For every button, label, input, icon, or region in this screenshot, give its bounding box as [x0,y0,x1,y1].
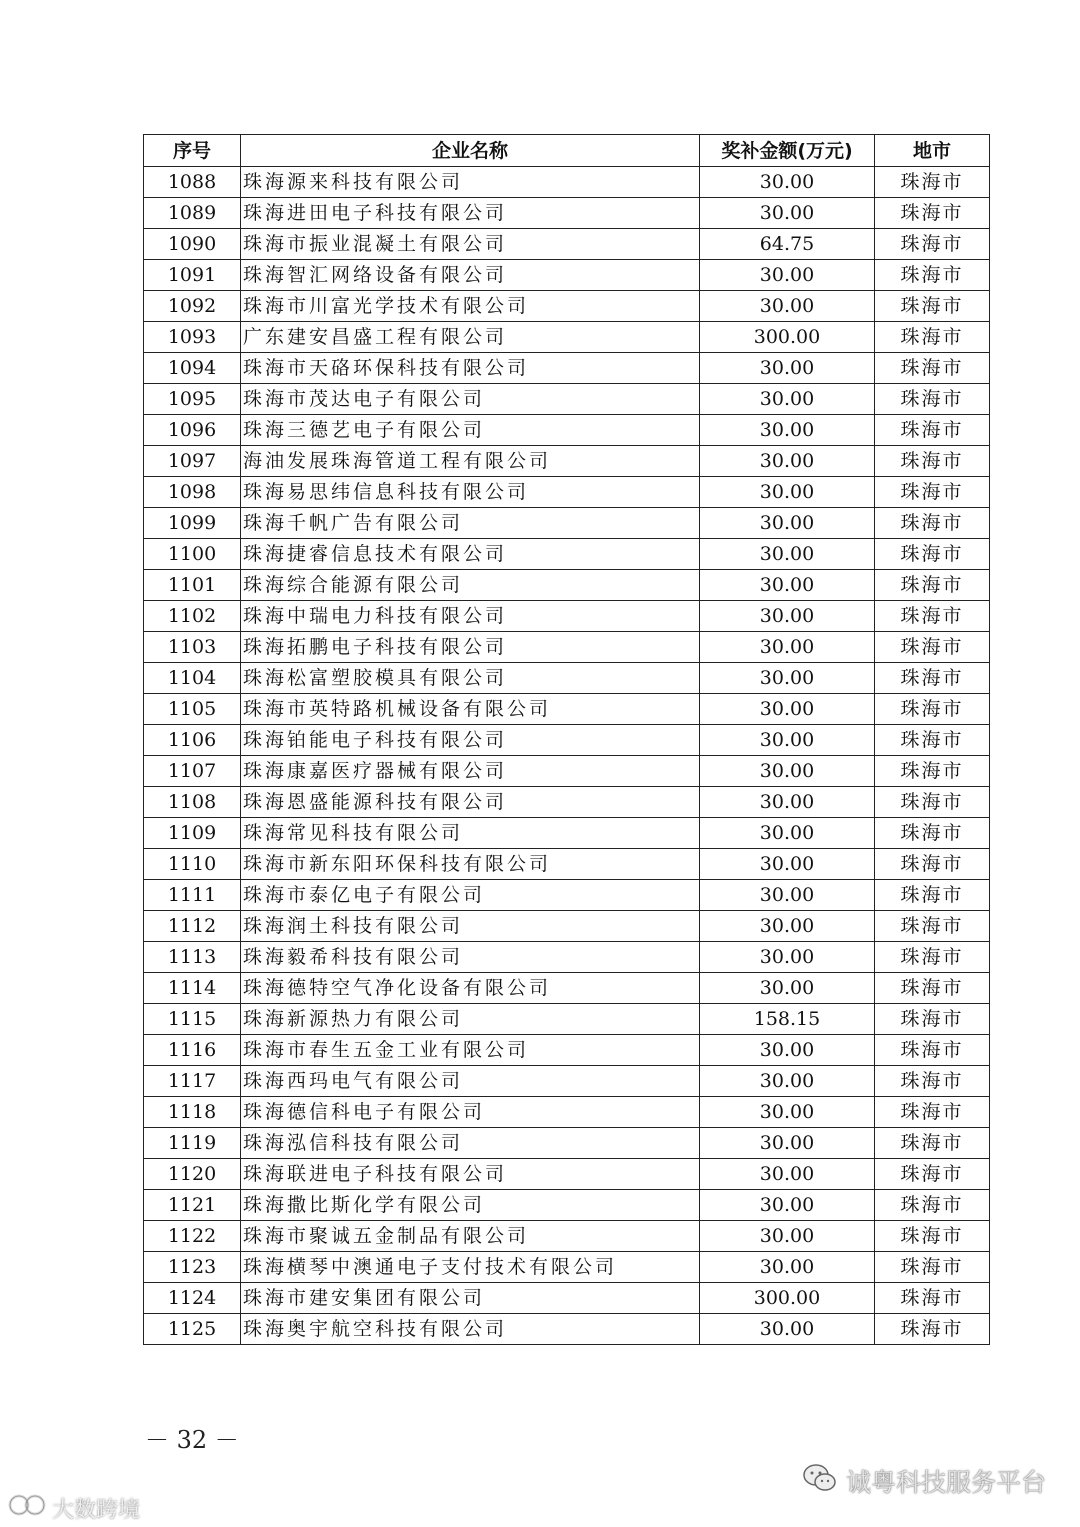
cell-city: 珠海市 [875,849,990,880]
cell-company-name: 珠海常见科技有限公司 [241,818,700,849]
cell-award-amount: 30.00 [700,1314,875,1345]
table-row [144,663,990,694]
table-row [144,322,990,353]
cell-award-amount: 30.00 [700,973,875,1004]
cell-award-amount: 30.00 [700,384,875,415]
cell-city: 珠海市 [875,167,990,198]
table-row [144,539,990,570]
cell-city: 珠海市 [875,1314,990,1345]
cell-seq: 1089 [144,198,241,229]
table-row [144,477,990,508]
cell-city: 珠海市 [875,1252,990,1283]
table-row [144,198,990,229]
table-row [144,601,990,632]
cell-seq: 1088 [144,167,241,198]
cell-award-amount: 30.00 [700,539,875,570]
cell-company-name: 珠海撒比斯化学有限公司 [241,1190,700,1221]
cell-seq: 1092 [144,291,241,322]
cell-seq: 1106 [144,725,241,756]
table-row [144,942,990,973]
cell-city: 珠海市 [875,756,990,787]
cell-city: 珠海市 [875,1066,990,1097]
cell-award-amount: 30.00 [700,353,875,384]
cell-city: 珠海市 [875,818,990,849]
cell-company-name: 珠海市春生五金工业有限公司 [241,1035,700,1066]
table-row [144,1252,990,1283]
cell-award-amount: 30.00 [700,508,875,539]
cell-company-name: 珠海千帆广告有限公司 [241,508,700,539]
table-row [144,725,990,756]
table-row [144,694,990,725]
table-row [144,1004,990,1035]
cell-company-name: 珠海市天硌环保科技有限公司 [241,353,700,384]
cell-city: 珠海市 [875,1283,990,1314]
cell-company-name: 珠海拓鹏电子科技有限公司 [241,632,700,663]
cell-city: 珠海市 [875,229,990,260]
cell-company-name: 珠海新源热力有限公司 [241,1004,700,1035]
cell-seq: 1099 [144,508,241,539]
cell-city: 珠海市 [875,446,990,477]
cell-award-amount: 30.00 [700,198,875,229]
cell-company-name: 珠海市茂达电子有限公司 [241,384,700,415]
award-table [143,134,990,1345]
watermark-right [802,1463,1046,1499]
cell-city: 珠海市 [875,1159,990,1190]
cell-seq: 1120 [144,1159,241,1190]
table-row [144,260,990,291]
table-row [144,508,990,539]
cell-award-amount: 30.00 [700,415,875,446]
cell-seq: 1115 [144,1004,241,1035]
header-award-amount: 奖补金额(万元) [700,135,875,167]
cell-company-name: 珠海源来科技有限公司 [241,167,700,198]
table-row [144,1221,990,1252]
cell-award-amount: 30.00 [700,1221,875,1252]
table-row [144,756,990,787]
table-row [144,1035,990,1066]
cell-city: 珠海市 [875,725,990,756]
cell-city: 珠海市 [875,322,990,353]
cell-award-amount: 30.00 [700,787,875,818]
watermark-right-text: 诚粤科技服务平台 [845,1468,1046,1497]
cell-seq: 1097 [144,446,241,477]
table-header-row [144,135,990,167]
cell-company-name: 海油发展珠海管道工程有限公司 [241,446,700,477]
cell-seq: 1117 [144,1066,241,1097]
cell-city: 珠海市 [875,880,990,911]
cell-city: 珠海市 [875,508,990,539]
cell-company-name: 珠海横琴中澳通电子支付技术有限公司 [241,1252,700,1283]
cell-company-name: 珠海康嘉医疗器械有限公司 [241,756,700,787]
cell-city: 珠海市 [875,384,990,415]
cell-award-amount: 30.00 [700,601,875,632]
cell-seq: 1112 [144,911,241,942]
cell-company-name: 珠海综合能源有限公司 [241,570,700,601]
cell-company-name: 珠海捷睿信息技术有限公司 [241,539,700,570]
cell-award-amount: 30.00 [700,849,875,880]
cell-company-name: 珠海西玛电气有限公司 [241,1066,700,1097]
cell-company-name: 珠海铂能电子科技有限公司 [241,725,700,756]
cell-city: 珠海市 [875,291,990,322]
table-row [144,818,990,849]
page-number: － 32 － [145,1426,239,1454]
cell-seq: 1104 [144,663,241,694]
cell-company-name: 珠海三德艺电子有限公司 [241,415,700,446]
cell-seq: 1116 [144,1035,241,1066]
table-row [144,1097,990,1128]
cell-city: 珠海市 [875,1128,990,1159]
table-row [144,415,990,446]
cell-award-amount: 30.00 [700,1190,875,1221]
cell-seq: 1108 [144,787,241,818]
header-company-name: 企业名称 [241,135,700,167]
cell-seq: 1124 [144,1283,241,1314]
table-row [144,167,990,198]
table-row [144,570,990,601]
cell-award-amount: 30.00 [700,1035,875,1066]
cell-company-name: 珠海松富塑胶模具有限公司 [241,663,700,694]
cell-seq: 1118 [144,1097,241,1128]
cell-award-amount: 30.00 [700,291,875,322]
cell-award-amount: 30.00 [700,260,875,291]
cell-company-name: 珠海市新东阳环保科技有限公司 [241,849,700,880]
cell-award-amount: 30.00 [700,756,875,787]
cell-city: 珠海市 [875,694,990,725]
cell-seq: 1098 [144,477,241,508]
cell-city: 珠海市 [875,911,990,942]
cell-seq: 1114 [144,973,241,1004]
cell-city: 珠海市 [875,1035,990,1066]
cell-seq: 1100 [144,539,241,570]
table-row [144,229,990,260]
cell-city: 珠海市 [875,1190,990,1221]
header-seq: 序号 [144,135,241,167]
cell-seq: 1113 [144,942,241,973]
cell-company-name: 珠海进田电子科技有限公司 [241,198,700,229]
cell-award-amount: 158.15 [700,1004,875,1035]
cell-city: 珠海市 [875,260,990,291]
cell-seq: 1105 [144,694,241,725]
cell-seq: 1096 [144,415,241,446]
cell-seq: 1110 [144,849,241,880]
cell-award-amount: 300.00 [700,322,875,353]
table-row [144,880,990,911]
cell-company-name: 珠海市川富光学技术有限公司 [241,291,700,322]
cell-seq: 1103 [144,632,241,663]
table-row [144,632,990,663]
cell-award-amount: 30.00 [700,694,875,725]
cell-company-name: 珠海市泰亿电子有限公司 [241,880,700,911]
cell-award-amount: 30.00 [700,911,875,942]
table-body [144,167,990,1345]
cell-city: 珠海市 [875,539,990,570]
cell-company-name: 珠海中瑞电力科技有限公司 [241,601,700,632]
cell-company-name: 珠海泓信科技有限公司 [241,1128,700,1159]
cell-company-name: 珠海联进电子科技有限公司 [241,1159,700,1190]
table-row [144,787,990,818]
cell-award-amount: 30.00 [700,1097,875,1128]
cell-city: 珠海市 [875,942,990,973]
cell-seq: 1119 [144,1128,241,1159]
cell-city: 珠海市 [875,198,990,229]
cell-seq: 1094 [144,353,241,384]
cell-award-amount: 30.00 [700,725,875,756]
cell-city: 珠海市 [875,477,990,508]
cell-company-name: 广东建安昌盛工程有限公司 [241,322,700,353]
cell-seq: 1111 [144,880,241,911]
cell-city: 珠海市 [875,1097,990,1128]
cell-seq: 1121 [144,1190,241,1221]
cell-company-name: 珠海市振业混凝土有限公司 [241,229,700,260]
cell-company-name: 珠海市聚诚五金制品有限公司 [241,1221,700,1252]
table-row [144,1066,990,1097]
cell-award-amount: 30.00 [700,880,875,911]
cell-award-amount: 30.00 [700,570,875,601]
cell-award-amount: 30.00 [700,446,875,477]
table-row [144,849,990,880]
cell-award-amount: 30.00 [700,167,875,198]
cell-company-name: 珠海恩盛能源科技有限公司 [241,787,700,818]
cell-seq: 1107 [144,756,241,787]
cell-company-name: 珠海智汇网络设备有限公司 [241,260,700,291]
cell-city: 珠海市 [875,601,990,632]
cell-seq: 1122 [144,1221,241,1252]
cell-company-name: 珠海润土科技有限公司 [241,911,700,942]
cell-seq: 1109 [144,818,241,849]
cell-award-amount: 30.00 [700,632,875,663]
cell-seq: 1101 [144,570,241,601]
cell-award-amount: 30.00 [700,818,875,849]
cell-award-amount: 30.00 [700,1128,875,1159]
cell-city: 珠海市 [875,570,990,601]
wechat-icon [802,1463,838,1499]
cell-company-name: 珠海德特空气净化设备有限公司 [241,973,700,1004]
cell-company-name: 珠海毅希科技有限公司 [241,942,700,973]
cell-seq: 1090 [144,229,241,260]
table-row [144,973,990,1004]
cell-city: 珠海市 [875,1004,990,1035]
table-row [144,446,990,477]
table-row [144,1314,990,1345]
cell-award-amount: 30.00 [700,1252,875,1283]
cell-seq: 1093 [144,322,241,353]
table-row [144,1159,990,1190]
cell-company-name: 珠海德信科电子有限公司 [241,1097,700,1128]
cell-city: 珠海市 [875,663,990,694]
watermark-left-text: 大数跨境 [52,1497,141,1523]
cell-award-amount: 30.00 [700,663,875,694]
cell-city: 珠海市 [875,973,990,1004]
table-row [144,353,990,384]
cell-award-amount: 300.00 [700,1283,875,1314]
cell-company-name: 珠海市建安集团有限公司 [241,1283,700,1314]
cell-company-name: 珠海易思纬信息科技有限公司 [241,477,700,508]
cell-company-name: 珠海奥宇航空科技有限公司 [241,1314,700,1345]
cell-city: 珠海市 [875,1221,990,1252]
table-row [144,291,990,322]
brand-logo-icon [8,1492,48,1524]
cell-award-amount: 30.00 [700,1066,875,1097]
cell-award-amount: 30.00 [700,942,875,973]
cell-seq: 1125 [144,1314,241,1345]
cell-company-name: 珠海市英特路机械设备有限公司 [241,694,700,725]
cell-city: 珠海市 [875,632,990,663]
table-row [144,1283,990,1314]
cell-seq: 1123 [144,1252,241,1283]
cell-city: 珠海市 [875,353,990,384]
table-row [144,384,990,415]
table-row [144,911,990,942]
header-city: 地市 [875,135,990,167]
cell-city: 珠海市 [875,415,990,446]
cell-seq: 1095 [144,384,241,415]
cell-seq: 1091 [144,260,241,291]
table-row [144,1128,990,1159]
cell-seq: 1102 [144,601,241,632]
cell-award-amount: 64.75 [700,229,875,260]
watermark-left [8,1492,140,1524]
table-row [144,1190,990,1221]
cell-award-amount: 30.00 [700,477,875,508]
cell-award-amount: 30.00 [700,1159,875,1190]
cell-city: 珠海市 [875,787,990,818]
